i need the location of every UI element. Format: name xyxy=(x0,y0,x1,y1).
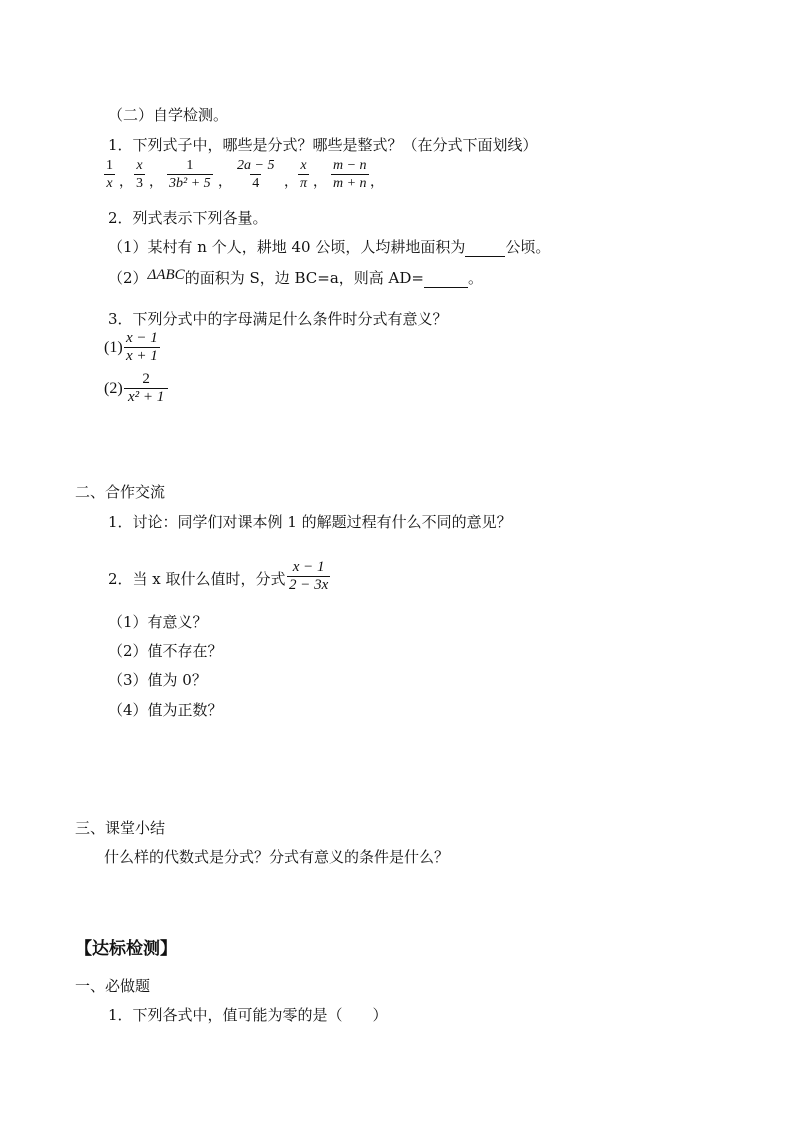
q3-fraction-1: $\frac{x - 1}{x + 1}$ xyxy=(126,330,158,364)
question-3-text: 3．下列分式中的字母满足什么条件时分式有意义？ xyxy=(108,310,448,328)
cooperation-question-2: 2．当 x 取什么值时，分式 xyxy=(108,570,286,588)
fraction-5: $\frac{x}{\pi}$ xyxy=(300,158,308,191)
cooperation-question-1: 1．讨论：同学们对课本例 1 的解题过程有什么不同的意见？ xyxy=(108,513,512,531)
question-1-text: 1．下列式子中，哪些是分式？哪些是整式？（在分式下面划线） xyxy=(108,136,538,154)
separator: ， xyxy=(370,174,384,190)
section-heading-cooperation: 二、合作交流 xyxy=(75,483,166,501)
item-label: (2) xyxy=(104,380,123,397)
sub-question-1: （1）有意义？ xyxy=(108,613,208,631)
question-2-text: 2．列式表示下列各量。 xyxy=(108,209,268,227)
standard-question-1: 1．下列各式中，值可能为零的是（ ） xyxy=(108,1006,388,1024)
fraction-4: $\frac{2a - 5}{4}$ xyxy=(237,158,275,191)
answer-blank[interactable] xyxy=(465,238,505,257)
fraction-3: $\frac{1}{\text{3b² + 5}}$ xyxy=(169,158,211,191)
section-heading-summary: 三、课堂小结 xyxy=(75,819,166,837)
section-heading-self-test: （二）自学检测。 xyxy=(108,106,229,124)
q3-fraction-2: $\frac{2}{\text{x² + 1}}$ xyxy=(124,371,168,406)
fraction-1: $\frac{1}{x}$ xyxy=(106,158,113,191)
separator: ， xyxy=(149,174,163,190)
summary-text: 什么样的代数式是分式？分式有意义的条件是什么？ xyxy=(104,848,450,866)
section-heading-standard-test: 【达标检测】 xyxy=(75,939,177,959)
item-label: (1) xyxy=(104,339,123,356)
required-questions-heading: 一、必做题 xyxy=(75,977,151,995)
separator: ， xyxy=(284,174,298,190)
separator: ， xyxy=(218,174,232,190)
triangle-abc: ΔABC xyxy=(147,267,185,283)
sub-question-2: （2）值不存在？ xyxy=(108,642,223,660)
question-2-part-2: （2）ΔABC的面积为 S，边 BC=a，则高 AD= 。 xyxy=(108,267,484,287)
answer-blank[interactable] xyxy=(424,269,468,288)
sub-question-3: （3）值为 0？ xyxy=(108,671,207,689)
separator: ， xyxy=(119,174,133,190)
fraction-6: $\frac{m - n}{m + n}$ xyxy=(333,158,367,191)
fraction-2: $\frac{x}{3}$ xyxy=(136,158,143,191)
cooperation-fraction: $\frac{x - 1}{2 - 3x}$ xyxy=(289,559,329,593)
question-2-part-1: （1）某村有 n 个人，耕地 40 公顷，人均耕地面积为 公顷。 xyxy=(108,238,551,256)
separator: ， xyxy=(313,174,327,190)
sub-question-4: （4）值为正数？ xyxy=(108,701,223,719)
